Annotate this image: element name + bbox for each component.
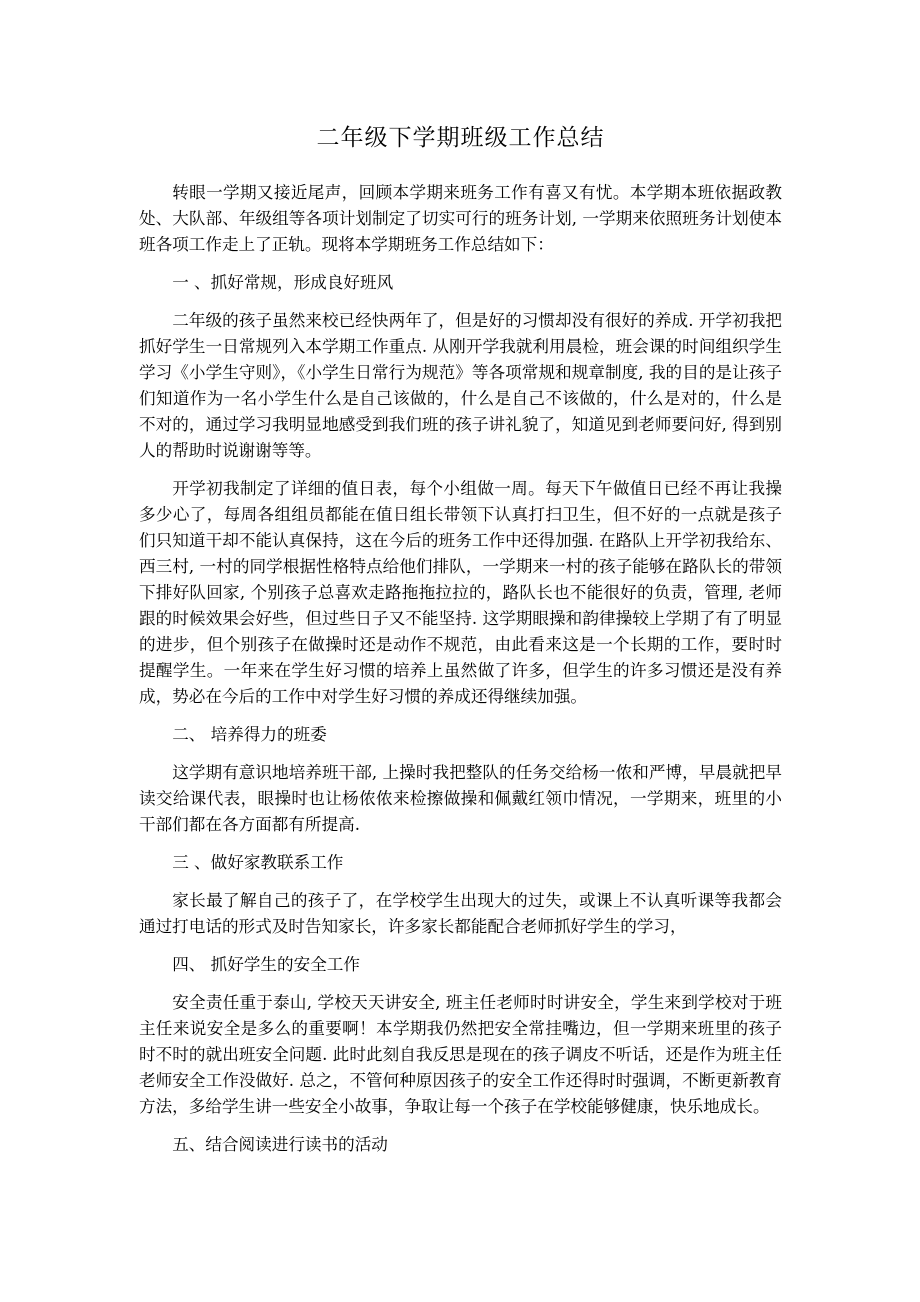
section-4 [139,952,782,1120]
intro-paragraph: 转眼一学期又接近尾声，回顾本学期来班务工作有喜又有忧。本学期本班依据政教处、大队部、年级组等各项计划制定了切实可行的班务计划, 一学期来依照班务计划使本班各项工作走上了正轨。现将本学期班务工作总结如下： [139,183,782,254]
section-2 [139,722,782,838]
section-paragraph: 开学初我制定了详细的值日表，每个小组做一周。每天下午做值日已经不再让我操多少心了，每周各组组员都能在值日组长带领下认真打扫卫生，但不好的一点就是孩子们只知道干却不能认真保持，这在今后的班务工作中还得加强. 在路队上开学初我给东、西三村, 一村的同学根据性格特点给他们排队，一学期来一村的孩子能够在路队长的带领下排好队回家, 个别孩子总喜欢走路拖拖拉拉的，路队长也不能很好的负责，管理, 老师跟的时候效果会好些，但过些日子又不能坚持. 这学期眼操和韵律操较上学期了有了明显的进步，但个别孩子在做操时还是动作不规范，由此看来这是一个长期的工作，要时时提醒学生。一年来在学生好习惯的培养上虽然做了许多，但学生的许多习惯还是没有养成，势必在今后的工作中对学生好习惯的养成还得继续加强。 [139,479,782,706]
section-5 [139,1132,782,1158]
section-paragraph: 安全责任重于泰山, 学校天天讲安全, 班主任老师时时讲安全，学生来到学校对于班主任来说安全是多么的重要啊！本学期我仍然把安全常挂嘴边，但一学期来班里的孩子时不时的就出班安全问题. 此时此刻自我反思是现在的孩子调皮不听话，还是作为班主任老师安全工作没做好. 总之，不管何种原因孩子的安全工作还得时时强调，不断更新教育方法，多给学生讲一些安全小故事，争取让每一个孩子在学校能够健康，快乐地成长。 [139,993,782,1116]
section-heading: 四、 抓好学生的安全工作 [172,955,360,974]
section-paragraph: 这学期有意识地培养班干部, 上操时我把整队的任务交给杨一侬和严博，早晨就把早读交给课代表，眼操时也让杨侬侬来检擦做操和佩戴红领巾情况，一学期来，班里的小干部们都在各方面都有所提高. [139,763,782,834]
section-heading: 三 、做好家教联系工作 [172,853,344,872]
document-title: 二年级下学期班级工作总结 [316,125,605,151]
section-3 [139,850,782,940]
section-paragraph: 二年级的孩子虽然来校已经快两年了，但是好的习惯却没有很好的养成. 开学初我把抓好学生一日常规列入本学期工作重点. 从刚开学我就利用晨检，班会课的时间组织学生学习《小学生守则》，《小学生日常行为规范》等各项常规和规章制度, 我的目的是让孩子们知道作为一名小学生什么是自己该做的，什么是自己不该做的，什么是对的，什么是不对的，通过学习我明显地感受到我们班的孩子讲礼貌了，知道见到老师要问好, 得到别人的帮助时说谢谢等等。 [139,311,782,460]
section-heading: 五、结合阅读进行读书的活动 [172,1135,388,1154]
section-heading: 二、 培养得力的班委 [172,725,327,744]
section-paragraph: 家长最了解自己的孩子了，在学校学生出现大的过失，或课上不认真听课等我都会通过打电话的形式及时告知家长，许多家长都能配合老师抓好学生的学习， [139,891,782,936]
section-heading: 一 、抓好常规，形成良好班风 [172,273,394,292]
section-1 [139,270,782,710]
